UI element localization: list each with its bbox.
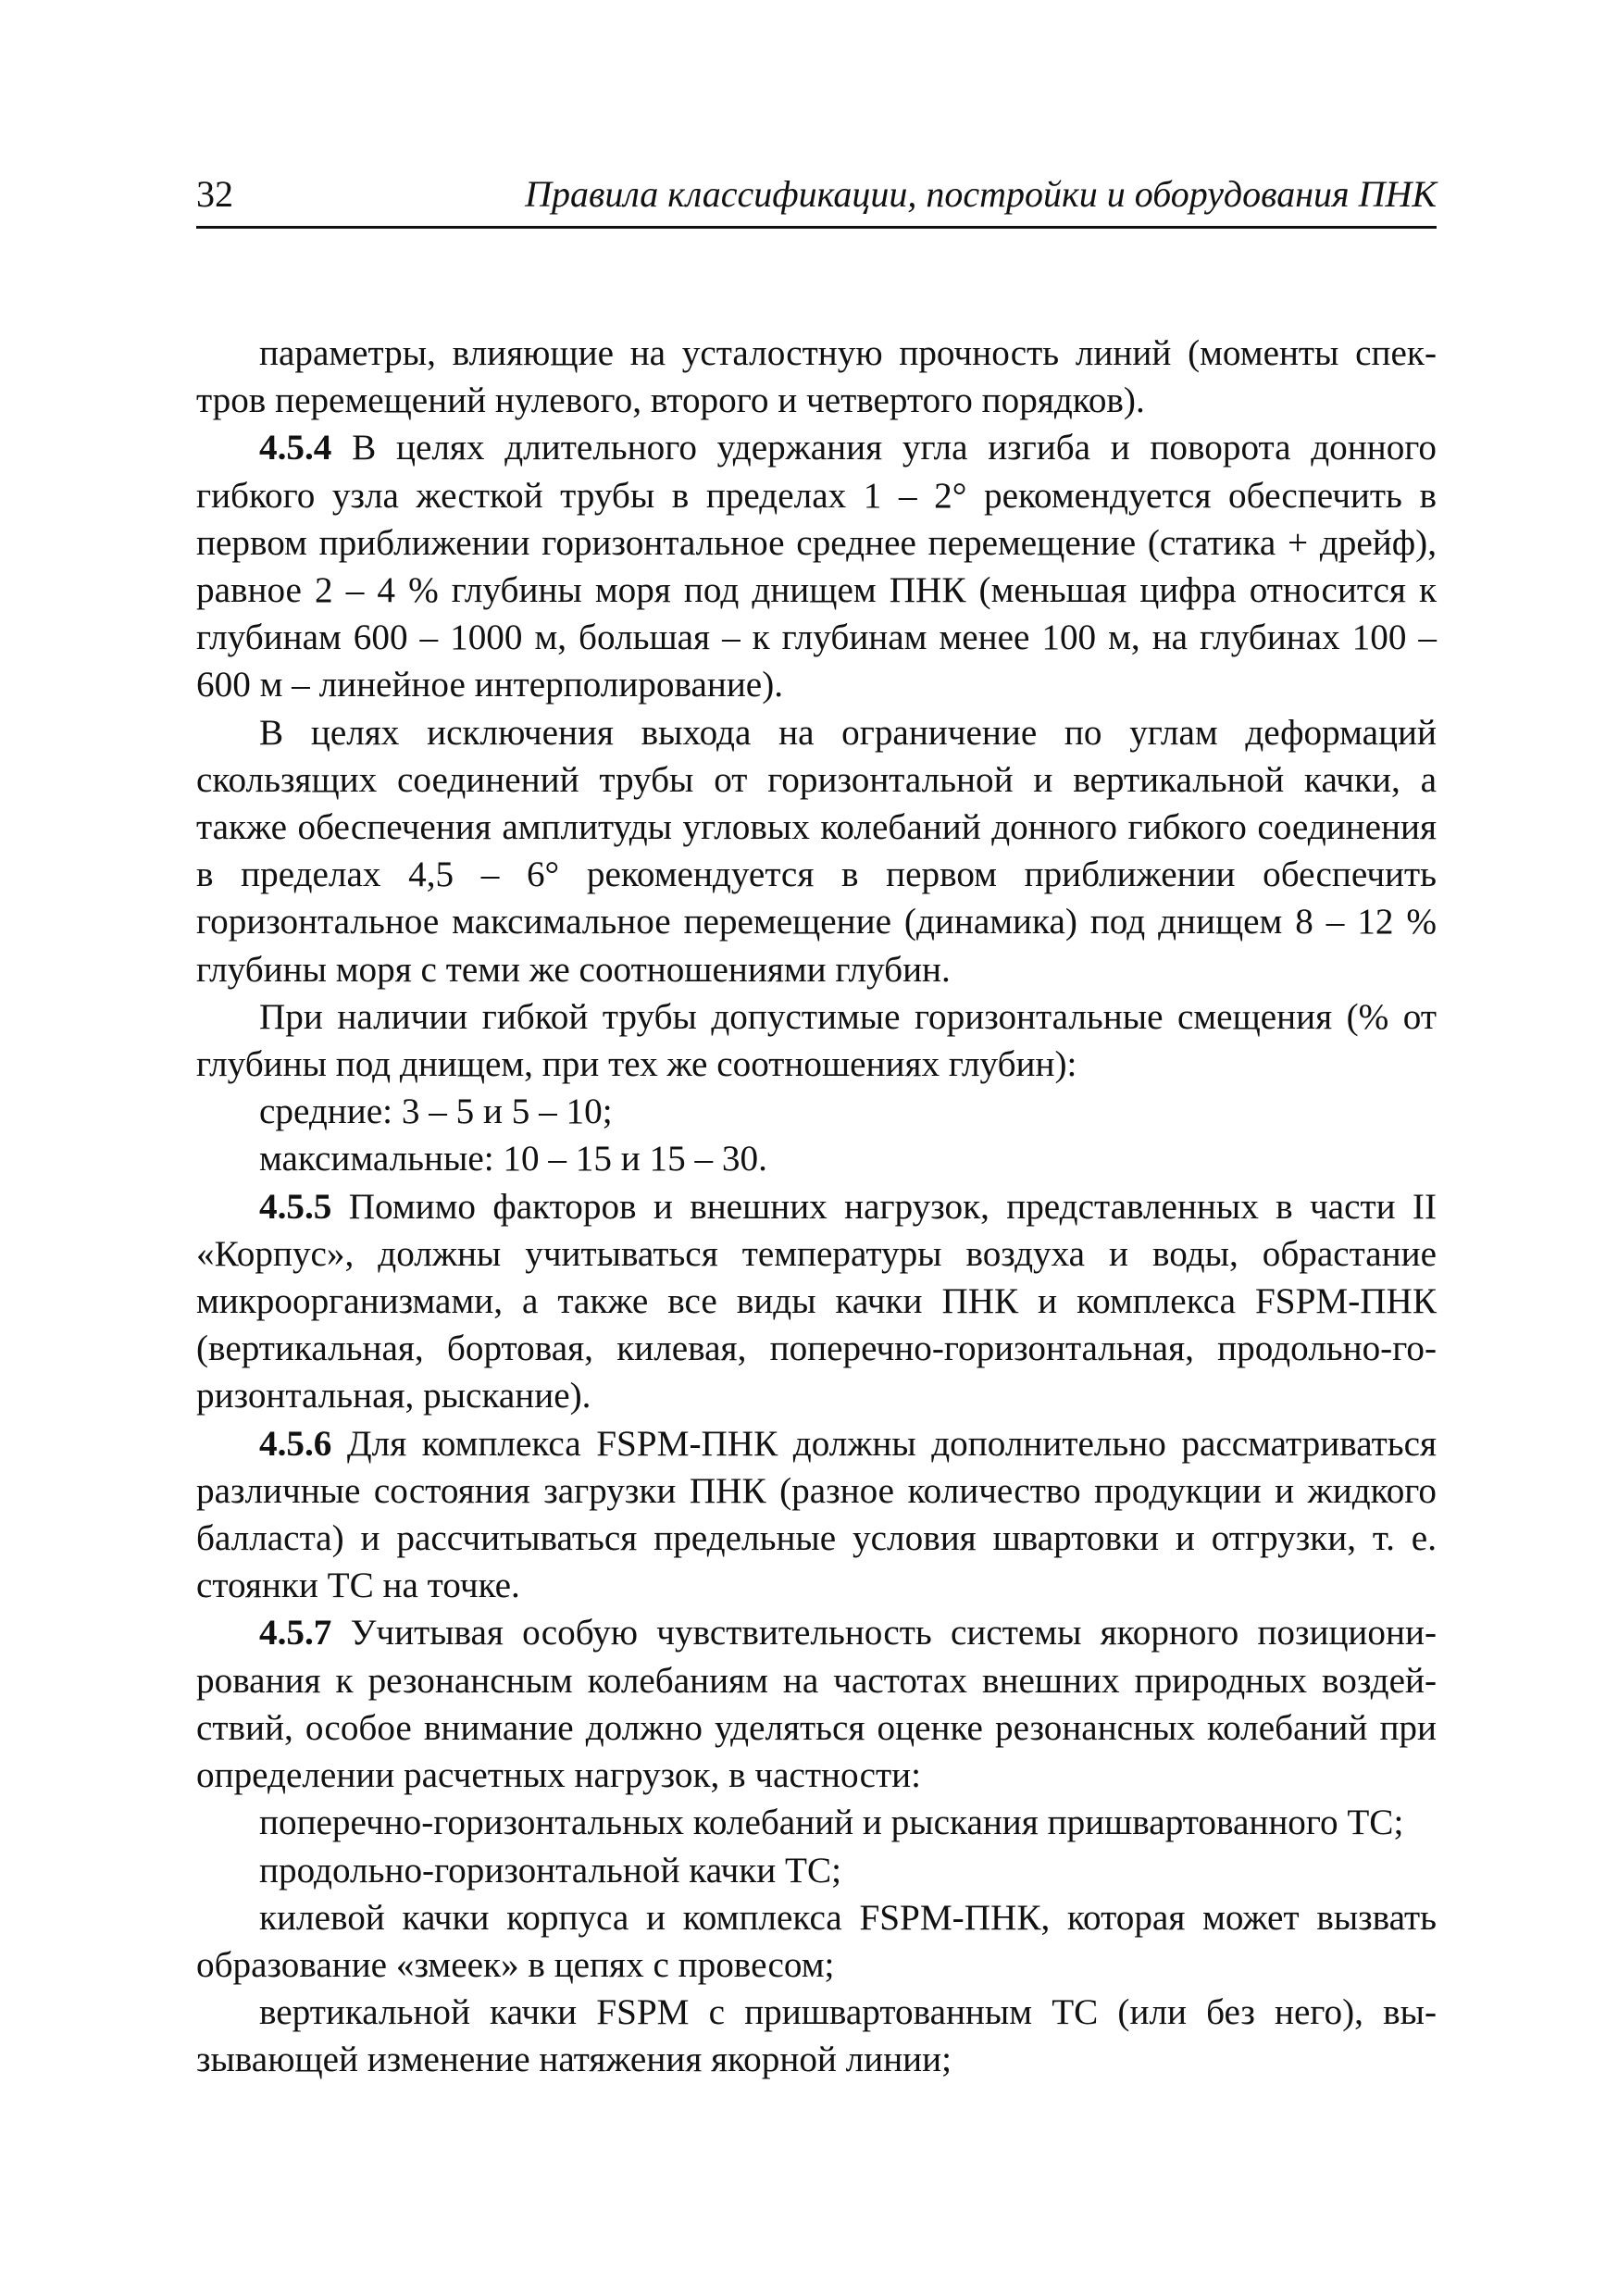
paragraph-text: параметры, влияющие на усталостную прочность линий (моменты спектров перемещений нулевого, второго и четвертого порядков). <box>196 333 1437 421</box>
paragraph-text: При наличии гибкой трубы допустимые горизонтальные смещения (% от глубины под днищем, при тех же соотношениях глубин): <box>196 996 1437 1085</box>
paragraph <box>196 993 1437 1088</box>
list-item-text: вертикальной качки FSPM с пришвартованным ТС (или без него), вызывающей изменение натяжения якорной линии; <box>196 1992 1437 2080</box>
paragraph-text: В целях длительного удержания угла изгиба и поворота донного гибкого узла жесткой трубы в пределах 1 – 2° рекомендуется обеспечить в первом приближении горизонтальное среднее перемещение (статика + дрейф), равное 2 – 4 % глубины моря под днищем ПНК (меньшая цифра относится к глубинам 600 – 1000 м, большая – к глубинам менее 100 м, на глубинах 100 – 600 м – линейное интерполирование). <box>196 428 1438 705</box>
list-item-text: средние: 3 – 5 и 5 – 10; <box>259 1092 613 1132</box>
paragraph <box>196 709 1437 993</box>
list-item <box>196 1989 1437 2083</box>
list-item-text: максимальные: 10 – 15 и 15 – 30. <box>259 1139 767 1179</box>
section-number: 4.5.4 <box>259 428 332 468</box>
body-text <box>196 330 1437 2084</box>
running-title: Правила классификации, постройки и оборудования ПНК <box>525 173 1437 215</box>
section-number: 4.5.5 <box>259 1186 332 1227</box>
paragraph-text: Для комплекса FSPM-ПНК должны дополнительно рассматриваться различные состояния загрузки ПНК (разное количество продукции и жидкого балласта) и рассчитываться предельные условия швартовки и отгрузки, т. е. стоянки ТС на точке. <box>196 1423 1437 1606</box>
paragraph <box>196 330 1437 424</box>
paragraph-text: В целях исключения выхода на ограничение по углам деформаций скользящих соединений трубы от горизонтальной и вертикальной качки, а также обеспечения амплитуды угловых колебаний донного гибкого соединения в пределах 4,5 – 6° рекомендуется в первом приближении обеспечить горизонтальное максимальное перемещение (динамика) под днищем 8 – 12 % глубины моря с теми же соотношениями глубин. <box>196 712 1437 990</box>
running-head <box>196 172 1437 229</box>
section-paragraph <box>196 1609 1437 1799</box>
section-number: 4.5.7 <box>259 1613 332 1653</box>
list-item <box>196 1799 1437 1846</box>
list-item <box>196 1088 1437 1135</box>
list-item <box>196 1135 1437 1182</box>
page-number: 32 <box>196 173 233 215</box>
section-paragraph <box>196 1420 1437 1610</box>
list-item-text: продольно-горизонтальной качки ТС; <box>259 1850 842 1890</box>
list-item <box>196 1894 1437 1989</box>
list-item-text: поперечно-горизонтальных колебаний и рыскания пришвартованного ТС; <box>259 1803 1404 1843</box>
section-number: 4.5.6 <box>259 1423 332 1464</box>
paragraph-text: Учитывая особую чувствительность системы якорного позиционирования к резонансным колебаниям на частотах внешних природных воздействий, особое внимание должно уделяться оценке резонансных колебаний при определении расчетных нагрузок, в частности: <box>196 1613 1437 1796</box>
list-item-text: килевой качки корпуса и комплекса FSPM-ПНК, которая может вызвать образование «змеек» в цепях с провесом; <box>196 1897 1437 1985</box>
section-paragraph <box>196 1183 1437 1420</box>
list-item <box>196 1847 1437 1894</box>
section-paragraph <box>196 424 1437 708</box>
paragraph-text: Помимо факторов и внешних нагрузок, представленных в части II «Корпус», должны учитываться температуры воздуха и воды, обрастание микроорганизмами, а также все виды качки ПНК и комплекса FSPM-ПНК (вертикальная, бортовая, килевая, поперечно-горизонтальная, продольно-горизонтальная, рыскание). <box>196 1186 1437 1416</box>
